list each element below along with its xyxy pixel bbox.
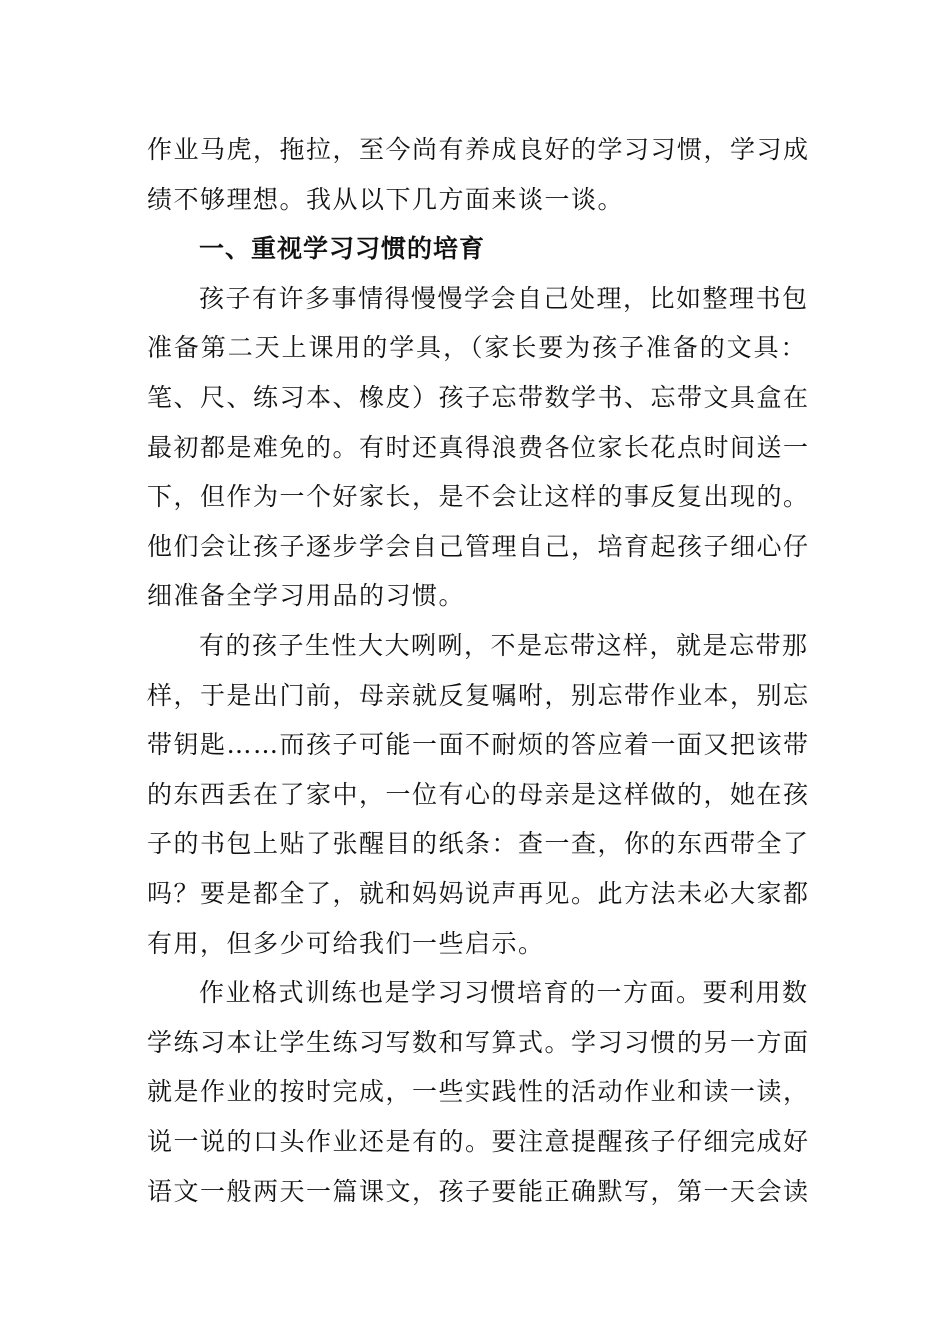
text-line: 最初都是难免的。有时还真得浪费各位家长花点时间送一 [147, 433, 810, 462]
text-line: 吗？要是都全了，就和妈妈说声再见。此方法未必大家都 [147, 879, 810, 908]
text-line: 语文一般两天一篇课文，孩子要能正确默写，第一天会读 [147, 1177, 810, 1206]
text-line: 笔、尺、练习本、橡皮）孩子忘带数学书、忘带文具盒在 [147, 383, 810, 412]
text-line: 带钥匙……而孩子可能一面不耐烦的答应着一面又把该带 [147, 730, 810, 759]
text-line: 学练习本让学生练习写数和写算式。学习习惯的另一方面 [147, 1028, 810, 1057]
text-line: 子的书包上贴了张醒目的纸条：查一查，你的东西带全了 [147, 829, 810, 858]
text-line: 说一说的口头作业还是有的。要注意提醒孩子仔细完成好 [147, 1127, 810, 1156]
section-heading: 一、重视学习习惯的培育 [199, 234, 486, 263]
text-line: 就是作业的按时完成，一些实践性的活动作业和读一读， [147, 1077, 810, 1106]
text-line: 的东西丢在了家中，一位有心的母亲是这样做的，她在孩 [147, 780, 810, 809]
paragraph-first-line: 孩子有许多事情得慢慢学会自己处理，比如整理书包 [199, 284, 809, 313]
text-line: 作业马虎，拖拉，至今尚有养成良好的学习习惯，学习成 [147, 135, 810, 164]
text-line: 细准备全学习用品的习惯。 [147, 581, 466, 610]
text-line: 样，于是出门前，母亲就反复嘱咐，别忘带作业本，别忘 [147, 681, 810, 710]
paragraph-first-line: 作业格式训练也是学习习惯培育的一方面。要利用数 [199, 978, 809, 1007]
text-line: 他们会让孩子逐步学会自己管理自己，培育起孩子细心仔 [147, 532, 810, 561]
text-line: 准备第二天上课用的学具，（家长要为孩子准备的文具： [147, 333, 807, 362]
paragraph-first-line: 有的孩子生性大大咧咧，不是忘带这样，就是忘带那 [199, 631, 809, 660]
text-line: 绩不够理想。我从以下几方面来谈一谈。 [147, 185, 625, 214]
text-line: 有用，但多少可给我们一些启示。 [147, 929, 545, 958]
text-line: 下，但作为一个好家长，是不会让这样的事反复出现的。 [147, 482, 810, 511]
